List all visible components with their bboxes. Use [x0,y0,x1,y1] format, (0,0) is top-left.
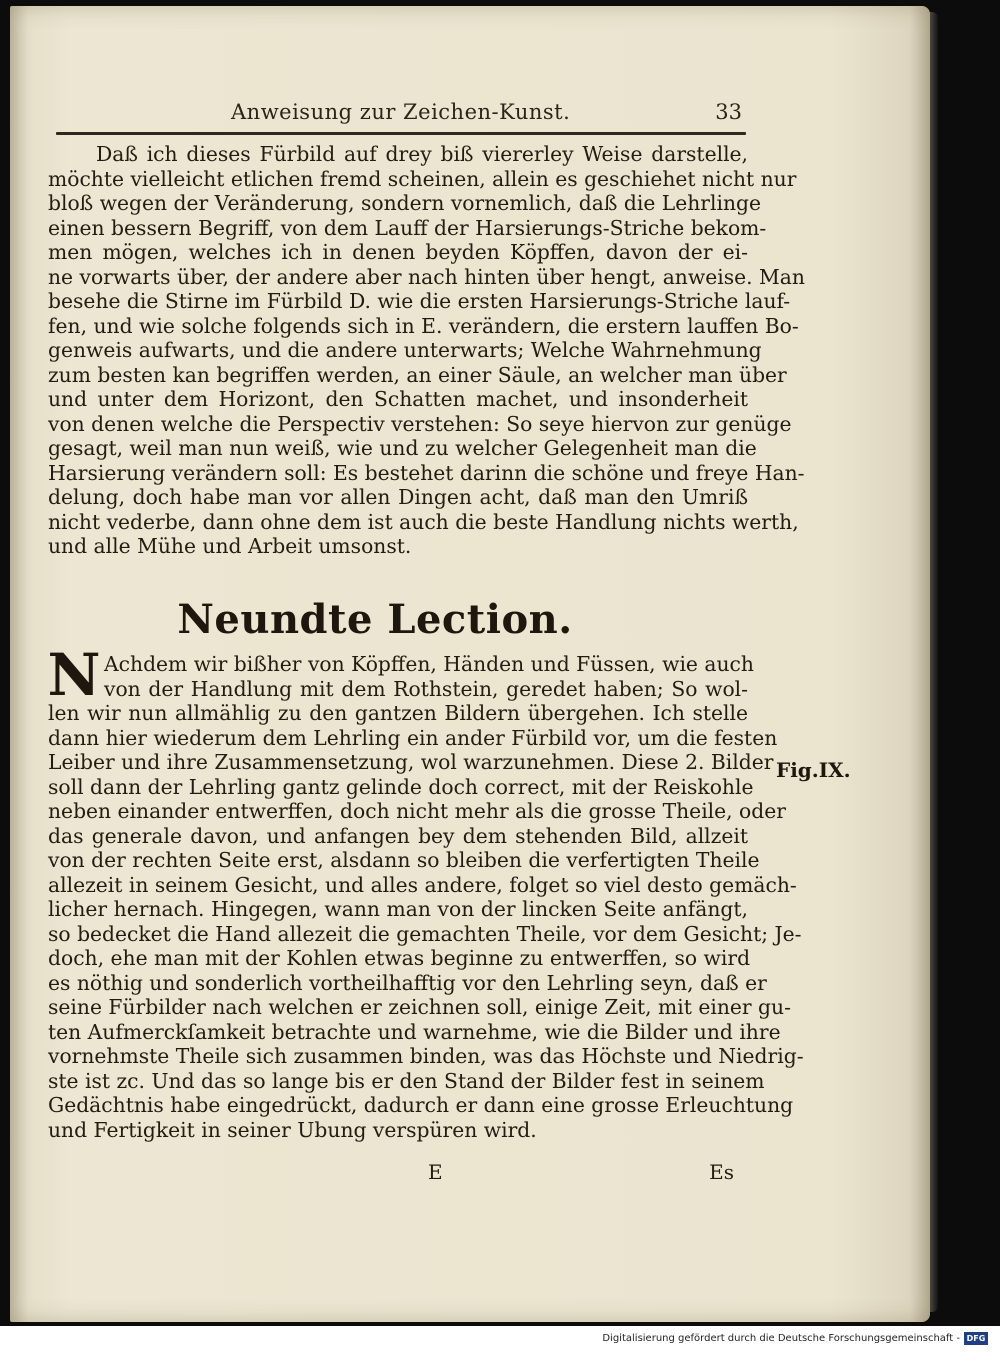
page-footer-marks [48,1160,748,1190]
text-line: möchte vielleicht etlichen fremd scheinen, allein es geschiehet nicht nur [48,166,797,191]
running-head: Anweisung zur Zeichen-Kunst. [231,100,571,124]
paragraph-2-opening [104,652,754,701]
text-line: besehe die Stirne im Fürbild D. wie die ersten Harsierungs-Striche lauf- [48,289,791,313]
text-line: vornehmste Theile sich zusammen binden, was das Höchste und Niedrig- [48,1044,804,1068]
text-line: und unter dem Horizont, den Schatten machet, und insonderheit [48,387,748,411]
catchword: Es [709,1160,734,1184]
funding-credit: Digitalisierung gefördert durch die Deutsche Forschungsgemeinschaft - [602,1333,960,1344]
text-line: allezeit in seinem Gesicht, und alles andere, folget so viel desto gemäch- [48,872,797,897]
text-line: von der Handlung mit dem Rothstein, geredet haben; So wol- [104,676,748,701]
text-line: so bedecket die Hand allezeit die gemachten Theile, vor dem Gesicht; Je- [48,921,802,946]
text-line: dann hier wiederum dem Lehrling ein ander Fürbild vor, um die festen [48,725,778,750]
text-line: von der rechten Seite erst, alsdann so bleiben die verfertigten Theile [48,848,760,872]
text-line: einen bessern Begriff, von dem Lauff der Harsierungs-Striche bekom- [48,215,767,240]
text-line: und Fertigkeit in seiner Ubung verspüren wird. [48,1117,537,1142]
text-line: bloß wegen der Veränderung, sondern vornemlich, daß die Lehrlinge [48,191,762,215]
viewer-footer [0,1326,1000,1352]
text-line: Leiber und ihre Zusammensetzung, wol warzunehmen. Diese 2. Bilder [48,750,774,774]
text-line: Harsierung verändern soll: Es bestehet darinn die schöne und freye Han- [48,460,805,485]
text-line: Achdem wir bißher von Köpffen, Händen und Füssen, wie auch [104,652,754,676]
page-number: 33 [715,100,742,124]
text-line: ten Aufmerckſamkeit betrachte und warnehme, wie die Bilder und ihre [48,1019,781,1044]
text-line: ne vorwarts über, der andere aber nach hinten über hengt, anweise. Man [48,264,805,289]
text-line: und alle Mühe und Arbeit umsonst. [48,534,412,558]
margin-note-figure: Fig.IX. [776,758,851,782]
text-line: ste ist zc. Und das so lange bis er den Stand der Bilder fest in seinem [48,1068,765,1093]
text-line: men mögen, welches ich in denen beyden Köpffen, davon der ei- [48,240,748,264]
text-line: soll dann der Lehrling gantz gelinde doch correct, mit der Reiskohle [48,774,754,799]
text-line: neben einander entwerffen, doch nicht mehr als die grosse Theile, oder [48,799,786,823]
text-line: Daß ich dieses Fürbild auf drey biß viererley Weise darstelle, [96,142,748,166]
text-line: von denen welche die Perspectiv verstehen: So seye hiervon zur genüge [48,411,792,436]
text-line: Gedächtnis habe eingedrückt, dadurch er dann eine grosse Erleuchtung [48,1093,794,1117]
paragraph-1 [48,142,805,559]
text-line: seine Fürbilder nach welchen er zeichnen soll, einige Zeit, mit einer gu- [48,995,791,1019]
page-header [56,96,746,136]
text-line: genweis aufwarts, und die andere unterwarts; Welche Wahrnehmung [48,338,762,362]
dfg-logo: DFG [964,1332,988,1345]
text-line: das generale davon, und anfangen bey dem stehenden Bild, allzeit [48,823,748,848]
text-line: licher hernach. Hingegen, wann man von der lincken Seite anfängt, [48,897,748,921]
signature-mark: E [428,1160,443,1184]
paragraph-2 [48,701,804,1142]
text-line: doch, ehe man mit der Kohlen etwas beginne zu entwerffen, so wird [48,946,751,970]
section-title: Neundte Lection. [177,596,573,643]
text-line: delung, doch habe man vor allen Dingen acht, daß man den Umriß [48,485,748,509]
header-rule [56,132,746,135]
text-line: nicht vederbe, dann ohne dem ist auch die beste Handlung nichts werth, [48,509,799,534]
text-line: zum besten kan begriffen werden, an einer Säule, an welcher man über [48,362,787,387]
text-line: fen, und wie solche folgends sich in E. verändern, die erstern lauffen Bo- [48,313,799,338]
dropcap-initial: N [47,641,101,709]
text-line: len wir nun allmählig zu den gantzen Bildern übergehen. Ich stelle [48,701,748,725]
text-line: gesagt, weil man nun weiß, wie und zu welcher Gelegenheit man die [48,436,757,460]
text-line: es nöthig und sonderlich vortheilhafftig vor den Lehrling seyn, daß er [48,970,767,995]
